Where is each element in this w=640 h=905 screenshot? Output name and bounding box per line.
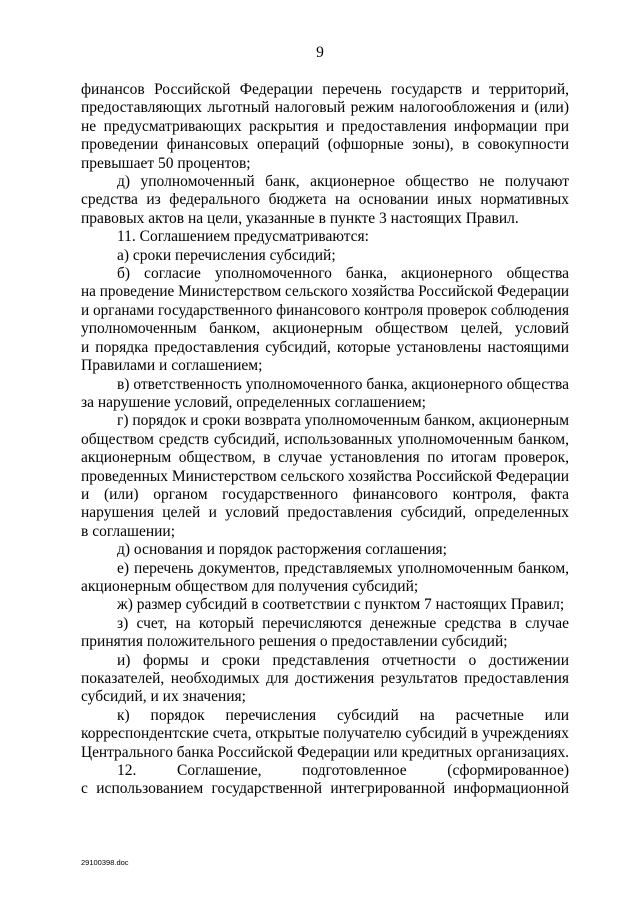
text-line: а) сроки перечисления субсидий; (117, 246, 336, 264)
text-line: д) уполномоченный банк, акционерное общество не получают (117, 173, 569, 191)
text-line: и порядка предоставления субсидий, которые установлены настоящими (81, 338, 569, 356)
text-line: за нарушение условий, определенных соглашением; (81, 393, 426, 411)
text-line: с использованием государственной интегрированной информационной (81, 780, 569, 798)
text-line: корреспондентские счета, открытые получателю субсидий в учреждениях (81, 725, 569, 743)
text-line: проведенных Министерством сельского хозяйства Российской Федерации (81, 467, 569, 485)
text-line: проведении финансовых операций (офшорные зоны), в совокупности (81, 136, 569, 154)
text-line: субсидий, и их значения; (81, 688, 246, 706)
text-line: показателей, необходимых для достижения результатов предоставления (81, 670, 569, 687)
file-code: 29100398.doc (81, 858, 129, 867)
text-line: д) основания и порядок расторжения соглашения; (117, 541, 447, 559)
text-line: в) ответственность уполномоченного банка, акционерного общества (117, 375, 569, 393)
text-line: Центрального банка Российской Федерации или кредитных организациях. (81, 743, 569, 761)
text-line: финансов Российской Федерации перечень государств и территорий, (81, 81, 569, 98)
text-line: е) перечень документов, представляемых уполномоченным банком, (117, 559, 569, 577)
text-line: превышает 50 процентов; (81, 154, 251, 172)
text-line: б) согласие уполномоченного банка, акционерного общества (117, 265, 569, 283)
text-line: не предусматривающих раскрытия и предоставления информации при (81, 117, 569, 135)
text-line: уполномоченным банком, акционерным обществом целей, условий (81, 320, 569, 338)
text-line: акционерным обществом для получения субсидий; (81, 577, 419, 595)
text-line: предоставляющих льготный налоговый режим налогообложения и (или) (81, 99, 569, 117)
text-line: принятия положительного решения о предоставлении субсидий; (81, 633, 508, 651)
text-line: 11. Соглашением предусматриваются: (117, 228, 369, 246)
text-line: з) счет, на который перечисляются денежные средства в случае (117, 614, 569, 632)
text-line: ж) размер субсидий в соответствии с пунктом 7 настоящих Правил; (117, 596, 565, 614)
text-line: акционерным обществом, в случае установления по итогам проверок, (81, 449, 569, 467)
page-number: 9 (316, 44, 324, 61)
text-line: обществом средств субсидий, использованных уполномоченным банком, (81, 430, 569, 448)
text-line: 12. Соглашение, подготовленное (сформированное) (117, 762, 569, 780)
text-line: средства из федерального бюджета на основании иных нормативных (81, 191, 569, 209)
text-line: и (или) органом государственного финансового контроля, факта (81, 485, 569, 503)
text-line: в соглашении; (81, 522, 176, 540)
text-line: нарушения целей и условий предоставления субсидий, определенных (81, 504, 569, 522)
text-line: на проведение Министерством сельского хозяйства Российской Федерации (81, 283, 569, 301)
text-line: к) порядок перечисления субсидий на расчетные или (117, 706, 569, 724)
text-line: Правилами и соглашением; (81, 357, 263, 375)
text-line: и) формы и сроки представления отчетности о достижении (117, 651, 569, 669)
document-body (81, 81, 569, 799)
text-line: и органами государственного финансового контроля проверок соблюдения (81, 301, 569, 319)
text-line: правовых актов на цели, указанные в пункте 3 настоящих Правил. (81, 209, 519, 227)
text-line: г) порядок и сроки возврата уполномоченным банком, акционерным (117, 412, 569, 430)
